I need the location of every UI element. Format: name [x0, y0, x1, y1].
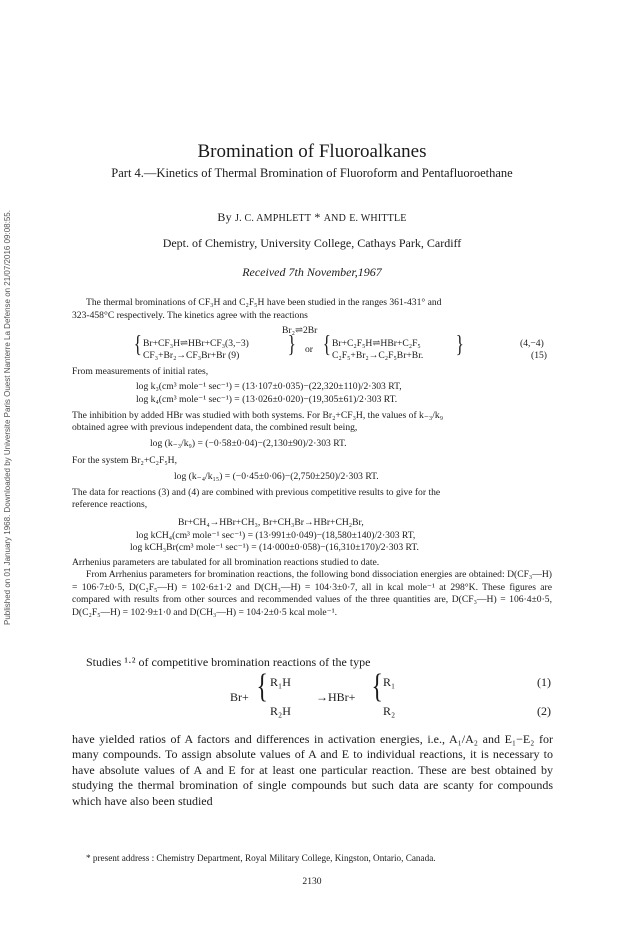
author-mark: * [314, 210, 321, 224]
eq-br2-dissociation: Br₂⇌2Br [282, 325, 318, 336]
reaction-15: C₂F₅+Br₂→C₂F₅Br+Br. [332, 350, 424, 361]
eq-r1h: R₁H [270, 675, 291, 689]
from-measurements: From measurements of initial rates, [72, 366, 209, 377]
log-k4-equation: log k₄(cm³ mole⁻¹ sec⁻¹) = (13·026±0·020)−(19,305±61)/2·303 RT. [136, 394, 398, 405]
body-paragraph: have yielded ratios of A factors and differences in activation energies, i.e., A₁/A₂ and E₁−E₂ for many compounds. To assign absolute values of A and E to individual reactions, it is necessary to have absolute values of A and E for at least one particular reaction. These are best obtained by studying the thermal bromination of single compounds but such data are scanty for compounds which have also been studied [72, 732, 553, 808]
author-whittle: E. WHITTLE [349, 213, 407, 224]
reaction-3: Br+CF₃H⇌HBr+CF₃(3,−3) [143, 338, 249, 349]
inhibition-line-1: The inhibition by added HBr was studied with both systems. For Br₂+CF₃H, the values of k₋₃/k₉ [72, 410, 444, 421]
reference-reactions: Br+CH₄→HBr+CH₃, Br+CH₃Br→HBr+CH₂Br, [178, 517, 364, 528]
inhibition-line-2: obtained agree with previous independent data, the combined result being, [72, 422, 358, 433]
studies-line: Studies ¹·² of competitive bromination reactions of the type [86, 655, 371, 669]
eq-right-brace: { [371, 668, 383, 705]
eq-r1: R₁ [383, 675, 396, 689]
reaction-4-number: (4,−4) [520, 338, 544, 349]
log-k3-k9-equation: log (k₋₃/k₉) = (−0·58±0·04)−(2,130±90)/2·303 RT. [150, 438, 347, 449]
received-date: Received 7th November,1967 [242, 265, 382, 279]
paper-subtitle: Part 4.—Kinetics of Thermal Bromination of Fluoroform and Pentafluoroethane [111, 166, 513, 180]
paper-title: Bromination of Fluoroalkanes [197, 141, 427, 162]
log-k4-k15-equation: log (k₋₄/k₁₅) = (−0·45±0·06)−(2,750±250)/2·303 RT. [174, 471, 379, 482]
eq-number-1: (1) [537, 675, 551, 689]
abstract-line-2: 323-458°C respectively. The kinetics agree with the reactions [72, 310, 308, 321]
eq-br-plus: Br+ [230, 690, 249, 704]
reaction-4: Br+C₂F₅H⇌HBr+C₂F₅ [332, 338, 421, 349]
author-line [0, 210, 624, 225]
and-label: AND [323, 213, 347, 224]
reaction-15-number: (15) [531, 350, 547, 361]
eq-number-2: (2) [537, 704, 551, 718]
eq-left-brace: { [256, 668, 268, 705]
system-c2f5h: For the system Br₂+C₂F₅H, [72, 455, 177, 466]
eq-arrow-hbr: →HBr+ [316, 690, 356, 704]
log-kch3br-equation: log kCH₃Br(cm³ mole⁻¹ sec⁻¹) = (14·000±0·058)−(16,310±170)/2·303 RT. [130, 542, 419, 553]
page-number: 2130 [302, 876, 322, 887]
footnote: * present address : Chemistry Department, Royal Military College, Kingston, Ontario, Canada. [86, 853, 436, 863]
reaction-9: CF₃+Br₂→CF₃Br+Br (9) [143, 350, 240, 361]
combine-line-1: The data for reactions (3) and (4) are combined with previous competitive results to give for the [72, 487, 441, 498]
right-brace-b: } [455, 332, 464, 358]
combine-line-2: reference reactions, [72, 499, 148, 510]
left-brace-b: { [322, 332, 331, 358]
affiliation: Dept. of Chemistry, University College, Cathays Park, Cardiff [162, 236, 462, 250]
right-brace-a: } [287, 332, 296, 358]
log-k3-equation: log k₃(cm³ mole⁻¹ sec⁻¹) = (13·107±0·035)−(22,320±110)/2·303 RT, [136, 381, 402, 392]
author-amphlett: J. C. AMPHLETT [235, 213, 312, 224]
log-kch4-equation: log kCH₄(cm³ mole⁻¹ sec⁻¹) = (13·991±0·049)−(18,580±140)/2·303 RT, [136, 530, 416, 541]
left-brace-a: { [133, 332, 142, 358]
sidebar-text: Published on 01 January 1968. Downloaded by Universite Paris Ouest Nanterre La Defense on 21/07/2016 09:08:55. [3, 210, 12, 625]
eq-r2h: R₂H [270, 704, 291, 718]
bond-energy-paragraph: From Arrhenius parameters for bromination reactions, the following bond dissociation energies are obtained: D(CF₃—H) = 106·7±0·5, D(C₂F₅—H) = 102·6±1·2 and D(CH₃—H) = 104·3±0·7, all in kcal mole⁻¹ at 298°K. These figures are compared with results from other sources and recommended values of the three quantities are, D(CF₃—H) = 106·4±0·5, D(C₂F₅—H) = 102·9±1·0 and D(CH₃—H) = 104·2±0·5 kcal mole⁻¹. [72, 569, 552, 618]
arrhenius-sentence: Arrhenius parameters are tabulated for all bromination reactions studied to date. [72, 557, 380, 568]
abstract-line-1: The thermal brominations of CF₃H and C₂F₅H have been studied in the ranges 361-431° and [86, 297, 442, 308]
by-label: By [217, 210, 232, 224]
or-label: or [305, 344, 313, 355]
eq-r2: R₂ [383, 704, 396, 718]
